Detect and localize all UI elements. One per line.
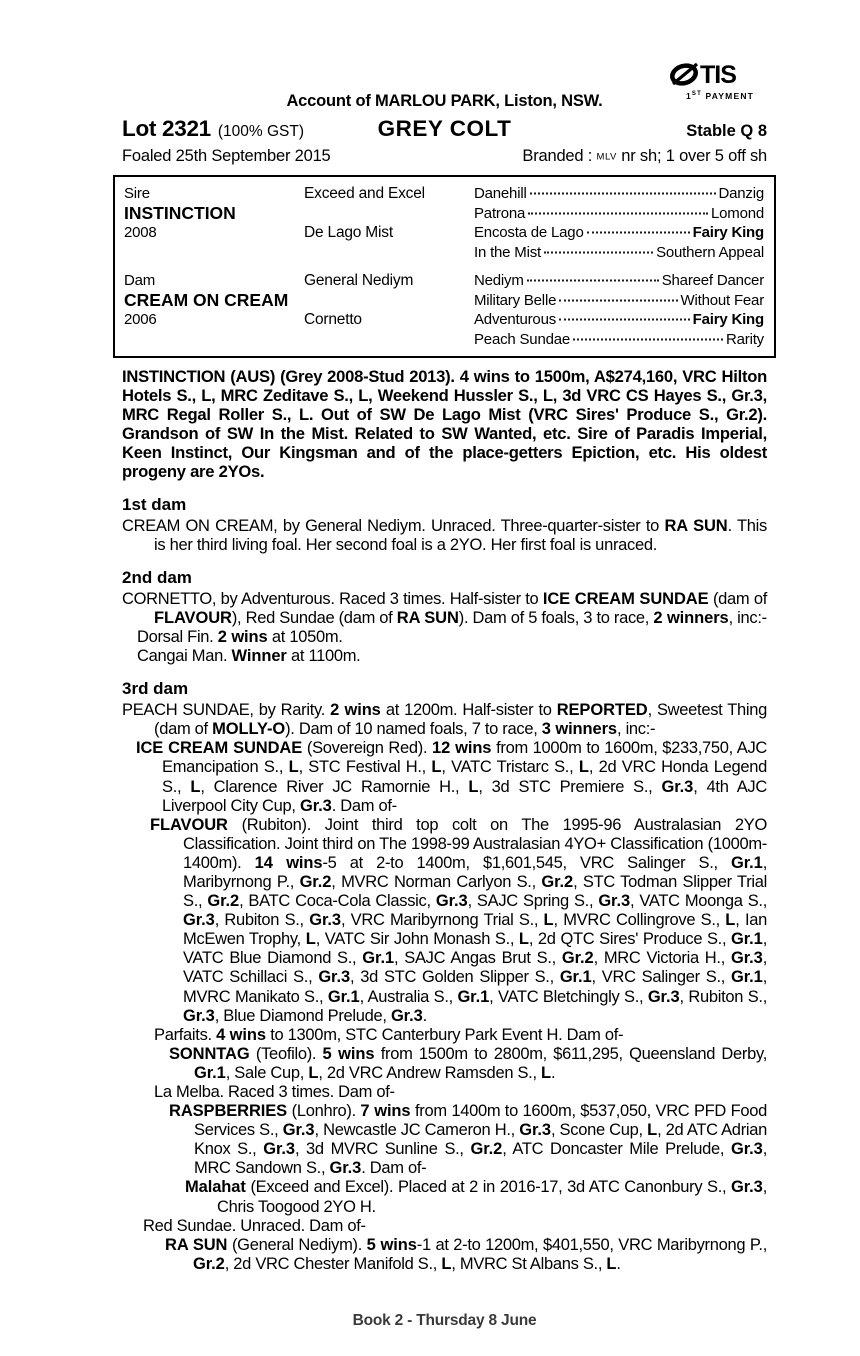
lot-left bbox=[122, 116, 378, 142]
dotted-leader bbox=[544, 251, 653, 253]
dam-name: CREAM ON CREAM bbox=[124, 289, 289, 310]
dam-role-label: Dam bbox=[124, 272, 156, 290]
pedigree-ancestor-name: Patrona bbox=[474, 204, 526, 222]
lot-row bbox=[122, 116, 767, 142]
logo-caption-sup: ST bbox=[691, 91, 702, 98]
pedigree-ancestor-value: Lomond bbox=[710, 204, 764, 222]
pedigree-paragraph: CREAM ON CREAM, by General Nediym. Unraced. Three-quarter-sister to RA SUN. This is her third living foal. Her second foal is a 2YO. Her first foal is unraced. bbox=[122, 516, 768, 554]
pedigree-paragraph: RA SUN (General Nediym). 5 wins-1 at 2-to 1200m, $401,550, VRC Maribyrnong P., Gr.2, 2d VRC Chester Manifold S., L, MVRC St Albans S., L. bbox=[165, 1235, 767, 1273]
foaled-row bbox=[122, 147, 767, 166]
dam-section bbox=[122, 495, 767, 555]
dotted-leader bbox=[527, 280, 659, 282]
pedigree-paragraph: Cangai Man. Winner at 1100m. bbox=[137, 647, 361, 666]
account-line: Account of MARLOU PARK, Liston, NSW. bbox=[286, 92, 603, 110]
pedigree-ancestor-value: Fairy King bbox=[692, 311, 764, 329]
pedigree-ancestor-value: Fairy King bbox=[692, 224, 764, 242]
sire-name: INSTINCTION bbox=[124, 202, 236, 223]
pedigree-leaf-row bbox=[474, 272, 764, 289]
pedigree-ancestor-value: Shareef Dancer bbox=[661, 272, 764, 290]
branded-line bbox=[522, 147, 767, 166]
dotted-leader bbox=[587, 232, 690, 234]
section-heading: 2nd dam bbox=[122, 567, 192, 587]
pedigree-paragraph: Malahat (Exceed and Excel). Placed at 2 in 2016-17, 3d ATC Canonbury S., Gr.3, Chris Toogood 2YO H. bbox=[185, 1178, 767, 1216]
pedigree-leaf-row bbox=[474, 311, 764, 328]
pedigree-ancestor-value: Without Fear bbox=[680, 291, 764, 309]
page-content bbox=[122, 58, 767, 1274]
lot-number: Lot 2321 bbox=[122, 116, 211, 141]
logo-caption-num: 1 bbox=[685, 91, 692, 101]
dotted-leader bbox=[528, 212, 708, 214]
pedigree-leaf-row bbox=[474, 292, 764, 309]
pedigree-grandparent-name: De Lago Mist bbox=[304, 223, 393, 241]
pedigree-ancestor-name: Encosta de Lago bbox=[474, 224, 584, 242]
pedigree-ancestor-value: Rarity bbox=[726, 330, 764, 348]
pedigree-paragraph: La Melba. Raced 3 times. Dam of- bbox=[154, 1083, 395, 1101]
pedigree-paragraph: Red Sundae. Unraced. Dam of- bbox=[143, 1216, 366, 1235]
footer-note: Book 2 - Thursday 8 June bbox=[352, 1312, 537, 1329]
pedigree-paragraph: ICE CREAM SUNDAE (Sovereign Red). 12 wins from 1000m to 1600m, $233,750, AJC Emancipation S., L, STC Festival H., L, VATC Tristarc S., L, 2d VRC Honda Legend S., L, Clarence River JC Ramornie H., L, 3d STC Premiere S., Gr.3, 4th AJC Liverpool City Cup, Gr.3. Dam of- bbox=[136, 739, 768, 815]
pedigree-grandparent-name: Cornetto bbox=[304, 310, 362, 328]
pedigree-leaf-row bbox=[474, 185, 764, 202]
pedigree-paragraph: SONNTAG (Teofilo). 5 wins from 1500m to 2800m, $611,295, Queensland Derby, Gr.1, Sale Cup, L, 2d VRC Andrew Ramsden S., L. bbox=[169, 1044, 767, 1082]
pedigree-paragraph: PEACH SUNDAE, by Rarity. 2 wins at 1200m. Half-sister to REPORTED, Sweetest Thing (dam of MOLLY-O). Dam of 10 named foals, 7 to race, 3 winners, inc:- bbox=[122, 701, 767, 739]
sire-summary: INSTINCTION (AUS) (Grey 2008-Stud 2013). 4 wins to 1500m, A$274,160, VRC Hilton Hotels S., L, MRC Zeditave S., L, Weekend Hussler S., L, 3d VRC CS Hayes S., Gr.3, MRC Regal Roller S., L. Out of SW De Lago Mist (VRC Sires' Produce S., Gr.2). Grandson of SW In the Mist. Related to SW Wanted, etc. Sire of Paradis Imperial, Keen Instinct, Our Kingsman and of the place-getters Epiction, etc. His oldest progeny are 2YOs. bbox=[122, 367, 767, 482]
dotted-leader bbox=[559, 299, 677, 301]
pedigree-paragraph: Dorsal Fin. 2 wins at 1050m. bbox=[137, 627, 343, 646]
dam-section bbox=[122, 679, 767, 1274]
pedigree-leaf-row bbox=[474, 244, 764, 261]
dotted-leader bbox=[559, 319, 690, 321]
pedigree-grandparent-name: Exceed and Excel bbox=[304, 184, 425, 202]
section-heading: 1st dam bbox=[122, 494, 187, 514]
dam-section bbox=[122, 568, 767, 666]
pedigree-ancestor-name: Military Belle bbox=[474, 291, 557, 309]
pedigree-table bbox=[113, 175, 776, 358]
pedigree-leaf-row bbox=[474, 224, 764, 241]
dam-year: 2006 bbox=[124, 311, 157, 329]
pedigree-paragraph: RASPBERRIES (Lonhro). 7 wins from 1400m to 1600m, $537,050, VRC PFD Food Services S., Gr.3, Newcastle JC Cameron H., Gr.3, Scone Cup, L, 2d ATC Adrian Knox S., Gr.3, 3d MVRC Sunline S., Gr.2, ATC Doncaster Mile Prelude, Gr.3, MRC Sandown S., Gr.3. Dam of- bbox=[169, 1102, 768, 1178]
otis-logo-text: TIS bbox=[700, 61, 736, 87]
pedigree-paragraph: FLAVOUR (Rubiton). Joint third top colt on The 1995-96 Australasian 2YO Classification. Joint third on The 1998-99 Australasian 4YO+ Classification (1000m-1400m). 14 wins-5 at 2-to 1400m, $1,601,545, VRC Salinger S., Gr.1, Maribyrnong P., Gr.2, MVRC Norman Carlyon S., Gr.2, STC Todman Slipper Trial S., Gr.2, BATC Coca-Cola Classic, Gr.3, SAJC Spring S., Gr.3, VATC Moonga S., Gr.3, Rubiton S., Gr.3, VRC Maribyrnong Trial S., L, MVRC Collingrove S., L, Ian McEwen Trophy, L, VATC Sir John Monash S., L, 2d QTC Sires' Produce S., Gr.1, VATC Blue Diamond S., Gr.1, SAJC Angas Brut S., Gr.2, MRC Victoria H., Gr.3, VATC Schillaci S., Gr.3, 3d STC Golden Slipper S., Gr.1, VRC Salinger S., Gr.1, MVRC Manikato S., Gr.1, Australia S., Gr.1, VATC Bletchingly S., Gr.3, Rubiton S., Gr.3, Blue Diamond Prelude, Gr.3. bbox=[150, 815, 768, 1025]
foaled-date: Foaled 25th September 2015 bbox=[122, 147, 331, 165]
branded-suffix: nr sh; 1 over 5 off sh bbox=[616, 147, 767, 165]
pedigree-ancestor-name: Adventurous bbox=[474, 311, 557, 329]
section-heading: 3rd dam bbox=[122, 679, 189, 699]
pedigree-ancestor-value: Danzig bbox=[718, 185, 764, 203]
stable-label: Stable Q 8 bbox=[686, 122, 767, 140]
pedigree-leaf-row bbox=[474, 331, 764, 348]
pedigree-ancestor-name: Peach Sundae bbox=[474, 330, 571, 348]
otis-logo bbox=[667, 60, 773, 101]
branded-prefix: Branded : bbox=[522, 147, 597, 165]
pedigree-ancestor-value: Southern Appeal bbox=[656, 243, 764, 261]
pedigree-ancestor-name: Nediym bbox=[474, 272, 524, 290]
gst-note: (100% GST) bbox=[217, 123, 305, 140]
otis-logo-mark bbox=[670, 60, 770, 87]
logo-caption bbox=[667, 91, 773, 101]
pedigree-paragraph: CORNETTO, by Adventurous. Raced 3 times. Half-sister to ICE CREAM SUNDAE (dam of FLAVOUR), Red Sundae (dam of RA SUN). Dam of 5 foals, 3 to race, 2 winners, inc:- bbox=[122, 589, 767, 627]
pedigree-ancestor-name: In the Mist bbox=[474, 243, 541, 261]
sire-year: 2008 bbox=[124, 224, 157, 242]
dotted-leader bbox=[530, 193, 716, 195]
brand-mark: MLV bbox=[596, 151, 617, 163]
pedigree-paragraph: Parfaits. 4 wins to 1300m, STC Canterbury Park Event H. Dam of- bbox=[154, 1025, 624, 1044]
dam-sections bbox=[122, 495, 767, 1274]
pedigree-grandparent-name: General Nediym bbox=[304, 271, 414, 289]
logo-caption-rest: PAYMENT bbox=[701, 91, 755, 101]
pedigree-leaf-row bbox=[474, 205, 764, 222]
sire-role-label: Sire bbox=[124, 185, 150, 203]
pedigree-ancestor-name: Danehill bbox=[474, 185, 527, 203]
horse-type: GREY COLT bbox=[377, 116, 512, 141]
dotted-leader bbox=[573, 338, 723, 340]
